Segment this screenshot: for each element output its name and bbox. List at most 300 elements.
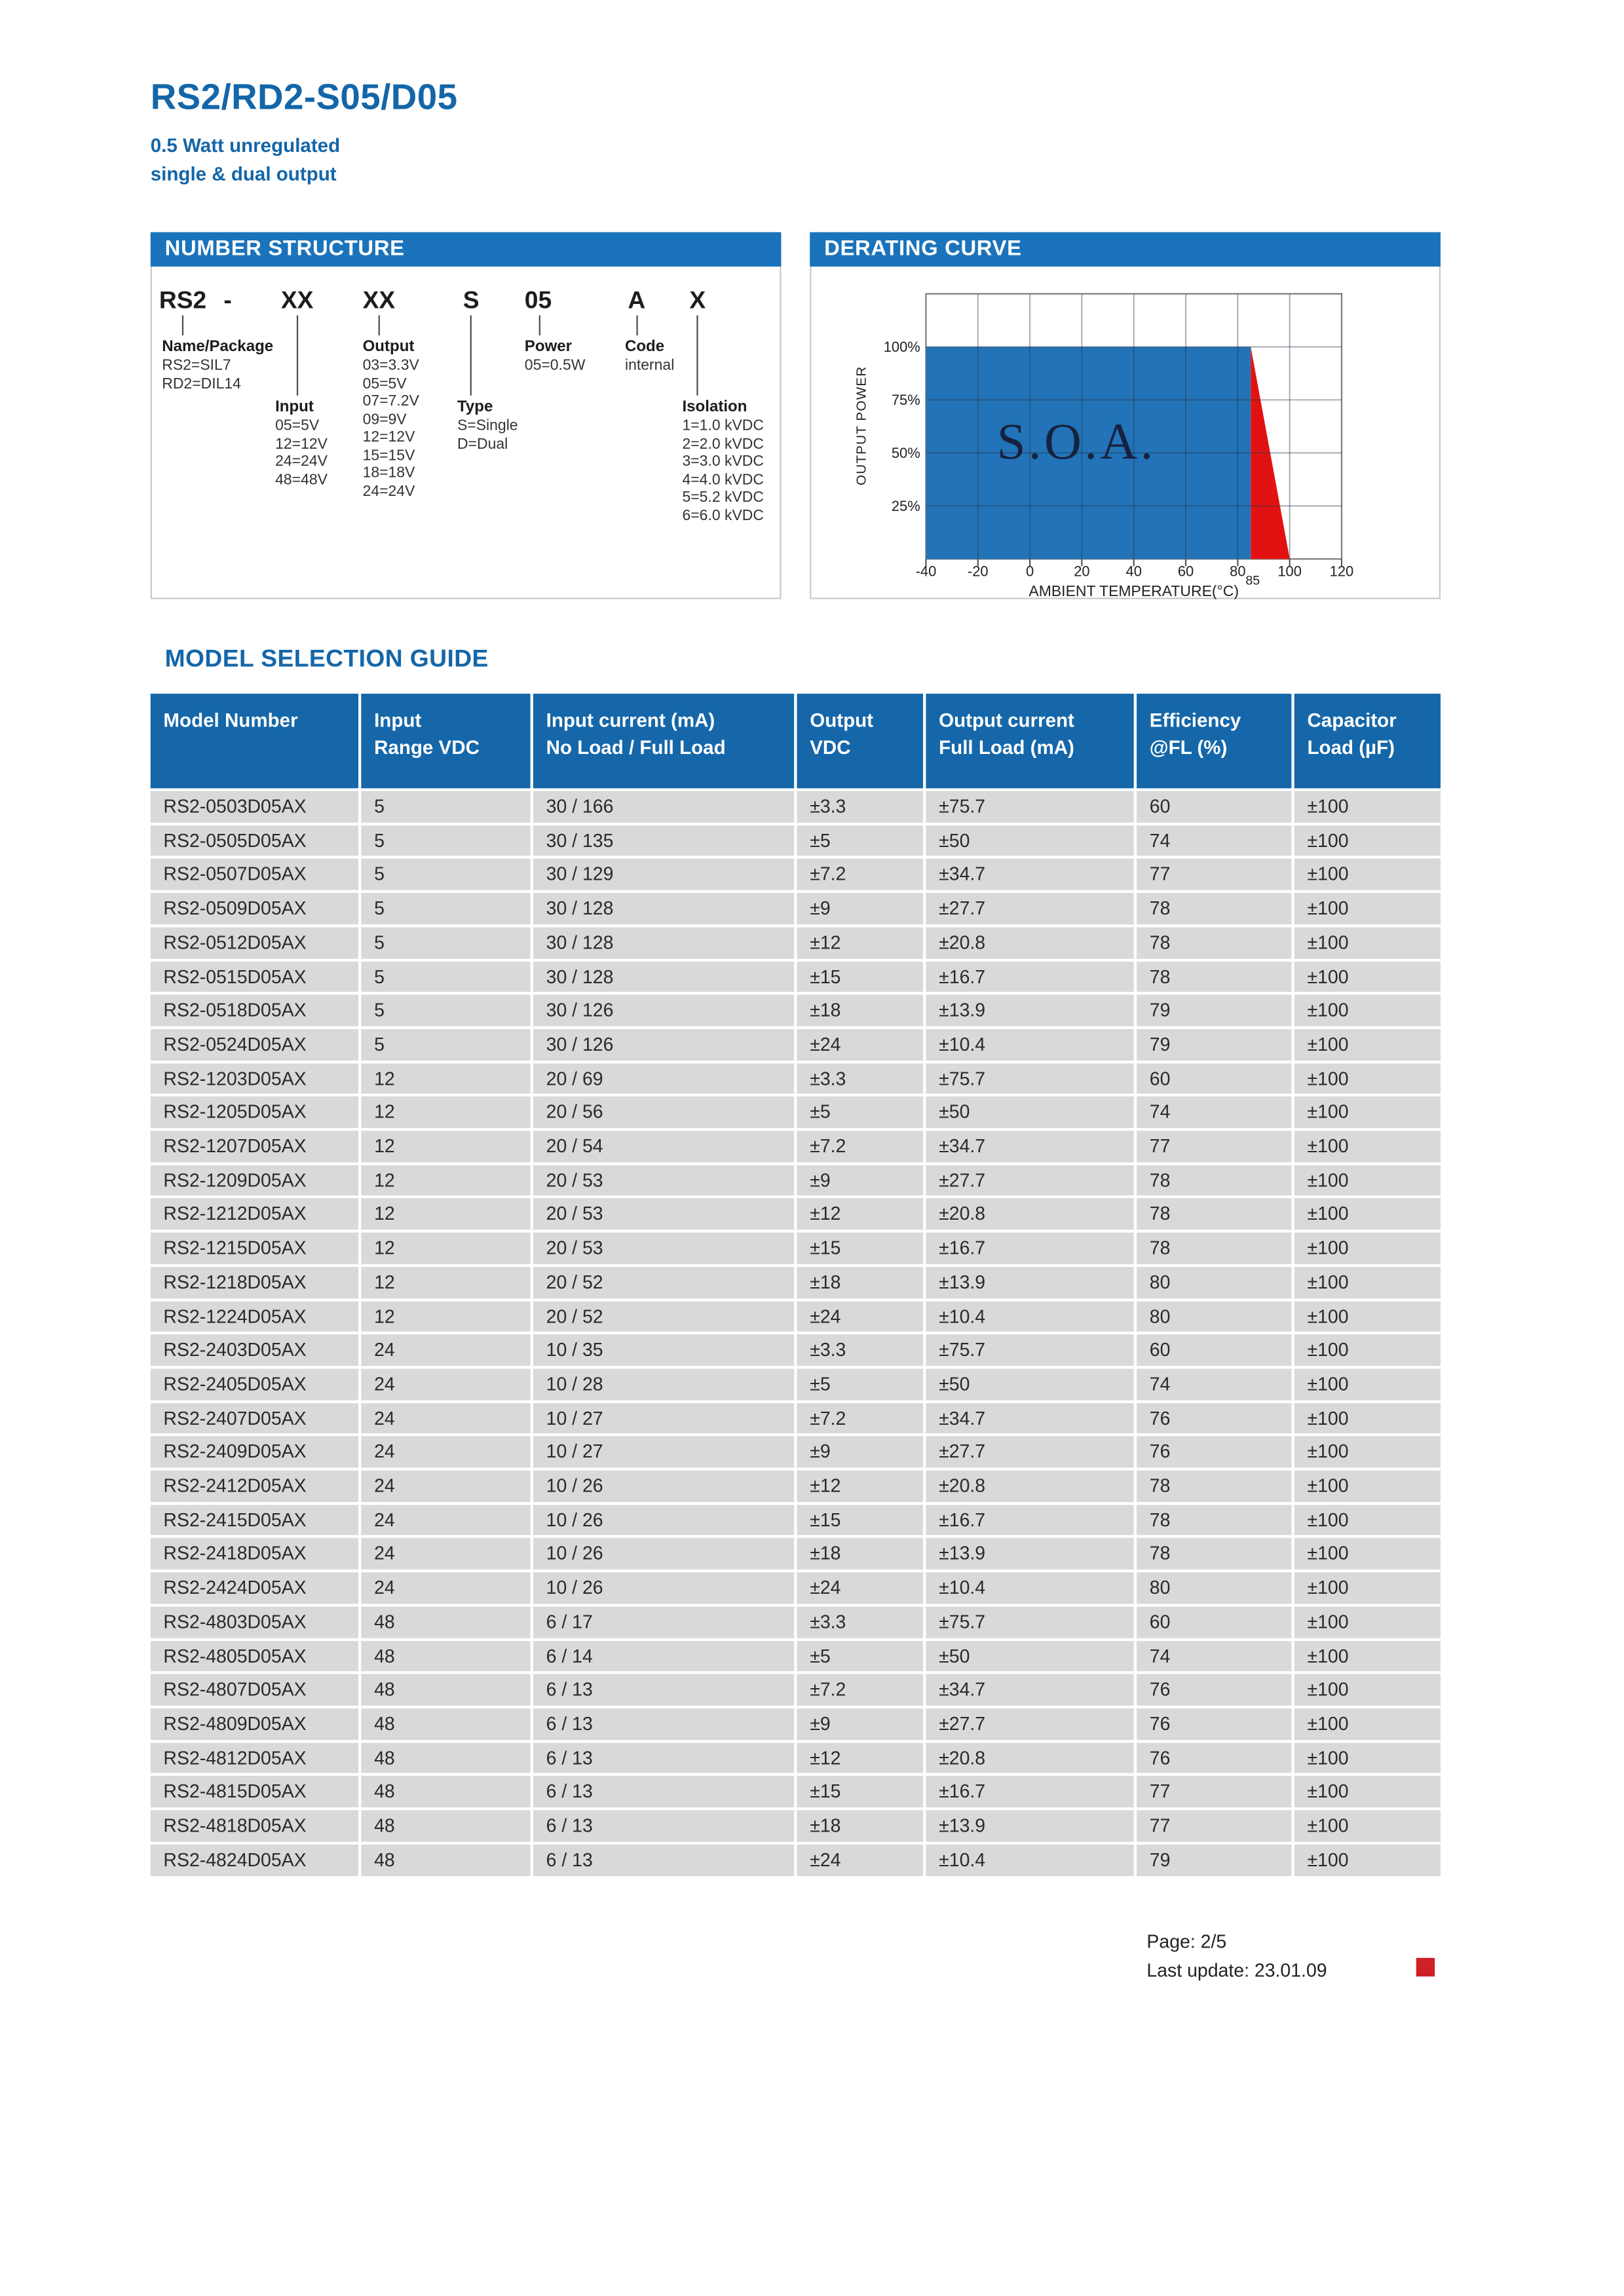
cell-input-current: 6 / 13 bbox=[533, 1674, 797, 1708]
cell-input-range: 48 bbox=[361, 1606, 533, 1640]
connector-line bbox=[696, 315, 698, 396]
cell-efficiency: 78 bbox=[1137, 1165, 1294, 1199]
cell-input-range: 48 bbox=[361, 1640, 533, 1674]
cell-output-vdc: ±15 bbox=[797, 1233, 926, 1267]
cell-efficiency: 79 bbox=[1137, 995, 1294, 1029]
cell-efficiency: 78 bbox=[1137, 927, 1294, 961]
cell-capacitor-load: ±100 bbox=[1294, 1505, 1441, 1539]
cell-output-current: ±34.7 bbox=[926, 1674, 1137, 1708]
cell-input-current: 20 / 56 bbox=[533, 1097, 797, 1131]
page-subtitle bbox=[151, 132, 340, 190]
cell-efficiency: 77 bbox=[1137, 1131, 1294, 1165]
connector-line bbox=[297, 315, 298, 396]
column-header-line-2: Range VDC bbox=[374, 736, 480, 759]
x-tick-85: 85 bbox=[1245, 573, 1260, 588]
cell-output-vdc: ±9 bbox=[797, 1437, 926, 1471]
y-tick-25: 25% bbox=[891, 498, 920, 515]
cell-input-current: 20 / 53 bbox=[533, 1199, 797, 1233]
cell-output-current: ±20.8 bbox=[926, 1471, 1137, 1505]
cell-input-current: 30 / 129 bbox=[533, 859, 797, 894]
ns-group-label: Code bbox=[624, 338, 665, 356]
cell-input-current: 10 / 27 bbox=[533, 1402, 797, 1437]
ns-group-line: D=Dual bbox=[457, 435, 508, 453]
cell-input-current: 20 / 52 bbox=[533, 1267, 797, 1301]
column-header-line-1: Output current bbox=[939, 709, 1074, 731]
cell-efficiency: 78 bbox=[1137, 1539, 1294, 1573]
subtitle-line-2: single & dual output bbox=[150, 163, 337, 185]
cell-output-current: ±34.7 bbox=[926, 1131, 1137, 1165]
cell-input-range: 48 bbox=[361, 1777, 533, 1811]
cell-output-current: ±27.7 bbox=[926, 1437, 1137, 1471]
ns-group-line: 18=18V bbox=[362, 464, 415, 482]
ns-group-line: RD2=DIL14 bbox=[162, 375, 241, 392]
ns-group-line: 4=4.0 kVDC bbox=[682, 470, 764, 489]
cell-input-range: 5 bbox=[361, 1029, 533, 1063]
cell-capacitor-load: ±100 bbox=[1294, 1845, 1441, 1879]
ns-group-line: RS2=SIL7 bbox=[162, 356, 231, 375]
cell-input-current: 10 / 27 bbox=[533, 1437, 797, 1471]
cell-efficiency: 80 bbox=[1137, 1301, 1294, 1335]
cell-input-range: 12 bbox=[361, 1097, 533, 1131]
cell-output-current: ±16.7 bbox=[926, 1777, 1137, 1811]
cell-capacitor-load: ±100 bbox=[1294, 1029, 1441, 1063]
cell-model-number: RS2-0515D05AX bbox=[151, 961, 362, 995]
table-row bbox=[151, 1708, 1441, 1742]
ns-group-line: 07=7.2V bbox=[362, 392, 419, 410]
cell-model-number: RS2-4812D05AX bbox=[151, 1742, 362, 1777]
cell-input-current: 20 / 53 bbox=[533, 1165, 797, 1199]
cell-output-current: ±34.7 bbox=[926, 859, 1137, 894]
ns-group-line: 3=3.0 kVDC bbox=[682, 453, 764, 470]
cell-input-current: 30 / 126 bbox=[533, 995, 797, 1029]
cell-output-current: ±27.7 bbox=[926, 1165, 1137, 1199]
cell-model-number: RS2-4805D05AX bbox=[151, 1640, 362, 1674]
cell-capacitor-load: ±100 bbox=[1294, 1131, 1441, 1165]
table-row bbox=[151, 791, 1441, 825]
ns-group-type bbox=[457, 398, 518, 453]
table-row bbox=[151, 1606, 1441, 1640]
cell-output-current: ±50 bbox=[926, 825, 1137, 859]
column-header bbox=[1137, 694, 1294, 791]
cell-model-number: RS2-2403D05AX bbox=[151, 1335, 362, 1369]
connector-line bbox=[470, 315, 472, 396]
ns-group-line: 2=2.0 kVDC bbox=[682, 435, 764, 453]
cell-output-current: ±13.9 bbox=[926, 1267, 1137, 1301]
column-header-line-1: Output bbox=[810, 709, 874, 731]
table-row bbox=[151, 1199, 1441, 1233]
cell-capacitor-load: ±100 bbox=[1294, 1267, 1441, 1301]
ns-group-line: 6=6.0 kVDC bbox=[682, 506, 764, 524]
cell-model-number: RS2-0509D05AX bbox=[151, 893, 362, 927]
ns-group-name-package bbox=[162, 338, 273, 392]
cell-efficiency: 76 bbox=[1137, 1674, 1294, 1708]
cell-capacitor-load: ±100 bbox=[1294, 995, 1441, 1029]
ns-group-line: 15=15V bbox=[362, 446, 415, 464]
number-structure-section bbox=[151, 232, 782, 599]
x-axis-title: AMBIENT TEMPERATURE(°C) bbox=[1029, 582, 1239, 599]
cell-model-number: RS2-0505D05AX bbox=[151, 825, 362, 859]
ns-group-line: 05=0.5W bbox=[524, 356, 586, 375]
cell-output-vdc: ±18 bbox=[797, 1811, 926, 1845]
ns-group-line: 24=24V bbox=[362, 482, 415, 500]
code-part-output: XX bbox=[362, 286, 396, 314]
cell-input-current: 30 / 166 bbox=[533, 791, 797, 825]
cell-output-current: ±20.8 bbox=[926, 1742, 1137, 1777]
cell-efficiency: 78 bbox=[1137, 1471, 1294, 1505]
cell-input-range: 24 bbox=[361, 1573, 533, 1607]
cell-output-vdc: ±15 bbox=[797, 1777, 926, 1811]
cell-output-current: ±75.7 bbox=[926, 1606, 1137, 1640]
cell-output-vdc: ±9 bbox=[797, 1165, 926, 1199]
cell-input-current: 6 / 17 bbox=[533, 1606, 797, 1640]
cell-input-range: 24 bbox=[361, 1539, 533, 1573]
cell-output-current: ±16.7 bbox=[926, 1233, 1137, 1267]
footer-last-update: Last update: 23.01.09 bbox=[1146, 1959, 1327, 1982]
cell-capacitor-load: ±100 bbox=[1294, 1437, 1441, 1471]
cell-model-number: RS2-2415D05AX bbox=[151, 1505, 362, 1539]
ns-group-line: 05=5V bbox=[362, 375, 407, 392]
cell-input-range: 48 bbox=[361, 1742, 533, 1777]
cell-capacitor-load: ±100 bbox=[1294, 1742, 1441, 1777]
column-header-line-1: Model Number bbox=[163, 709, 298, 731]
cell-capacitor-load: ±100 bbox=[1294, 1165, 1441, 1199]
cell-model-number: RS2-1212D05AX bbox=[151, 1199, 362, 1233]
cell-output-current: ±10.4 bbox=[926, 1029, 1137, 1063]
ns-group-label: Name/Package bbox=[162, 338, 274, 356]
y-tick-100: 100% bbox=[883, 339, 920, 356]
column-header-line-2: VDC bbox=[810, 736, 851, 759]
table-row bbox=[151, 1131, 1441, 1165]
cell-input-range: 5 bbox=[361, 927, 533, 961]
x-tick-80: 80 bbox=[1230, 563, 1246, 580]
cell-output-vdc: ±12 bbox=[797, 927, 926, 961]
x-tick-60: 60 bbox=[1177, 563, 1194, 580]
cell-capacitor-load: ±100 bbox=[1294, 1335, 1441, 1369]
cell-output-vdc: ±3.3 bbox=[797, 1063, 926, 1097]
ns-group-line: 12=12V bbox=[362, 428, 415, 446]
cell-input-range: 24 bbox=[361, 1437, 533, 1471]
cell-output-vdc: ±15 bbox=[797, 1505, 926, 1539]
table-row bbox=[151, 1742, 1441, 1777]
cell-output-current: ±13.9 bbox=[926, 995, 1137, 1029]
ns-group-line: 05=5V bbox=[275, 417, 320, 434]
cell-output-vdc: ±7.2 bbox=[797, 1402, 926, 1437]
cell-capacitor-load: ±100 bbox=[1294, 791, 1441, 825]
ns-group-input bbox=[275, 398, 328, 489]
cell-model-number: RS2-2418D05AX bbox=[151, 1539, 362, 1573]
cell-input-range: 5 bbox=[361, 995, 533, 1029]
cell-output-current: ±16.7 bbox=[926, 961, 1137, 995]
cell-output-vdc: ±7.2 bbox=[797, 859, 926, 894]
cell-efficiency: 78 bbox=[1137, 1233, 1294, 1267]
table-row bbox=[151, 1437, 1441, 1471]
connector-line bbox=[636, 315, 637, 335]
cell-output-current: ±27.7 bbox=[926, 1708, 1137, 1742]
cell-efficiency: 77 bbox=[1137, 1811, 1294, 1845]
cell-model-number: RS2-0507D05AX bbox=[151, 859, 362, 894]
cell-efficiency: 78 bbox=[1137, 1505, 1294, 1539]
column-header-line-2: Full Load (mA) bbox=[939, 736, 1074, 759]
cell-efficiency: 79 bbox=[1137, 1029, 1294, 1063]
cell-input-range: 12 bbox=[361, 1165, 533, 1199]
cell-efficiency: 77 bbox=[1137, 859, 1294, 894]
table-row bbox=[151, 1301, 1441, 1335]
cell-output-vdc: ±24 bbox=[797, 1573, 926, 1607]
cell-output-current: ±20.8 bbox=[926, 927, 1137, 961]
column-header bbox=[151, 694, 362, 791]
table-row bbox=[151, 1165, 1441, 1199]
cell-input-current: 10 / 35 bbox=[533, 1335, 797, 1369]
table-row bbox=[151, 1777, 1441, 1811]
cell-capacitor-load: ±100 bbox=[1294, 927, 1441, 961]
cell-capacitor-load: ±100 bbox=[1294, 1471, 1441, 1505]
cell-capacitor-load: ±100 bbox=[1294, 1301, 1441, 1335]
cell-input-range: 48 bbox=[361, 1811, 533, 1845]
table-row bbox=[151, 927, 1441, 961]
cell-output-vdc: ±12 bbox=[797, 1199, 926, 1233]
cell-input-current: 6 / 13 bbox=[533, 1777, 797, 1811]
column-header bbox=[361, 694, 533, 791]
cell-model-number: RS2-2407D05AX bbox=[151, 1402, 362, 1437]
cell-efficiency: 78 bbox=[1137, 893, 1294, 927]
table-row bbox=[151, 1368, 1441, 1402]
ns-group-label: Isolation bbox=[682, 398, 747, 416]
cell-capacitor-load: ±100 bbox=[1294, 1097, 1441, 1131]
cell-capacitor-load: ±100 bbox=[1294, 1233, 1441, 1267]
cell-input-current: 20 / 69 bbox=[533, 1063, 797, 1097]
x-tick-0: 0 bbox=[1025, 563, 1034, 580]
cell-output-vdc: ±18 bbox=[797, 1267, 926, 1301]
cell-output-vdc: ±7.2 bbox=[797, 1131, 926, 1165]
code-part-dash: - bbox=[223, 286, 232, 314]
cell-efficiency: 79 bbox=[1137, 1845, 1294, 1879]
cell-model-number: RS2-4809D05AX bbox=[151, 1708, 362, 1742]
cell-output-vdc: ±5 bbox=[797, 1097, 926, 1131]
column-header bbox=[926, 694, 1137, 791]
table-row bbox=[151, 1335, 1441, 1369]
cell-input-range: 5 bbox=[361, 791, 533, 825]
page-footer bbox=[1146, 1928, 1327, 1985]
cell-model-number: RS2-4824D05AX bbox=[151, 1845, 362, 1879]
cell-input-range: 12 bbox=[361, 1131, 533, 1165]
y-tick-50: 50% bbox=[891, 445, 920, 462]
ns-group-label: Type bbox=[457, 398, 493, 416]
cell-input-current: 6 / 14 bbox=[533, 1640, 797, 1674]
x-tick-120: 120 bbox=[1329, 563, 1354, 580]
cell-input-current: 30 / 128 bbox=[533, 927, 797, 961]
cell-output-current: ±10.4 bbox=[926, 1845, 1137, 1879]
table-row bbox=[151, 1505, 1441, 1539]
table-row bbox=[151, 1539, 1441, 1573]
cell-capacitor-load: ±100 bbox=[1294, 1674, 1441, 1708]
cell-efficiency: 78 bbox=[1137, 1199, 1294, 1233]
connector-line bbox=[539, 315, 540, 335]
table-row bbox=[151, 1029, 1441, 1063]
cell-output-current: ±34.7 bbox=[926, 1402, 1137, 1437]
cell-capacitor-load: ±100 bbox=[1294, 1606, 1441, 1640]
column-header-line-2: No Load / Full Load bbox=[546, 736, 726, 759]
table-body bbox=[151, 791, 1441, 1879]
cell-efficiency: 74 bbox=[1137, 1640, 1294, 1674]
cell-output-vdc: ±7.2 bbox=[797, 1674, 926, 1708]
ns-group-line: 5=5.2 kVDC bbox=[682, 489, 764, 506]
table-row bbox=[151, 1674, 1441, 1708]
cell-input-range: 12 bbox=[361, 1301, 533, 1335]
ns-group-line: 1=1.0 kVDC bbox=[682, 417, 764, 434]
cell-output-current: ±50 bbox=[926, 1640, 1137, 1674]
x-tick-100: 100 bbox=[1277, 563, 1302, 580]
cell-capacitor-load: ±100 bbox=[1294, 859, 1441, 894]
cell-model-number: RS2-1203D05AX bbox=[151, 1063, 362, 1097]
ns-group-line: 24=24V bbox=[275, 453, 328, 470]
ns-group-power bbox=[525, 338, 586, 375]
cell-capacitor-load: ±100 bbox=[1294, 825, 1441, 859]
number-structure-body bbox=[151, 267, 782, 599]
cell-input-range: 5 bbox=[361, 859, 533, 894]
cell-model-number: RS2-2412D05AX bbox=[151, 1471, 362, 1505]
cell-input-range: 24 bbox=[361, 1505, 533, 1539]
cell-output-vdc: ±18 bbox=[797, 995, 926, 1029]
column-header-line-1: Capacitor bbox=[1307, 709, 1397, 731]
table-row bbox=[151, 995, 1441, 1029]
column-header-line-1: Efficiency bbox=[1149, 709, 1241, 731]
connector-line bbox=[379, 315, 380, 335]
cell-capacitor-load: ±100 bbox=[1294, 893, 1441, 927]
x-tick-20: 20 bbox=[1074, 563, 1090, 580]
ns-group-label: Input bbox=[275, 398, 314, 416]
code-part-code: A bbox=[628, 286, 646, 314]
cell-model-number: RS2-1209D05AX bbox=[151, 1165, 362, 1199]
y-tick-labels bbox=[884, 339, 920, 514]
cell-efficiency: 80 bbox=[1137, 1267, 1294, 1301]
cell-input-range: 24 bbox=[361, 1402, 533, 1437]
cell-output-vdc: ±24 bbox=[797, 1301, 926, 1335]
cell-input-current: 20 / 52 bbox=[533, 1301, 797, 1335]
cell-capacitor-load: ±100 bbox=[1294, 1402, 1441, 1437]
cell-output-vdc: ±15 bbox=[797, 961, 926, 995]
model-selection-table bbox=[151, 694, 1441, 1878]
cell-output-vdc: ±12 bbox=[797, 1742, 926, 1777]
cell-capacitor-load: ±100 bbox=[1294, 1573, 1441, 1607]
y-axis-title: OUTPUT POWER bbox=[854, 366, 869, 486]
cell-efficiency: 74 bbox=[1137, 1097, 1294, 1131]
page-title: RS2/RD2-S05/D05 bbox=[150, 77, 458, 118]
x-tick-40: 40 bbox=[1125, 563, 1142, 580]
column-header bbox=[797, 694, 926, 791]
cell-input-current: 20 / 53 bbox=[533, 1233, 797, 1267]
cell-input-current: 30 / 128 bbox=[533, 893, 797, 927]
ns-group-line: 09=9V bbox=[362, 410, 407, 428]
column-header-line-2: @FL (%) bbox=[1149, 736, 1228, 759]
cell-input-range: 48 bbox=[361, 1708, 533, 1742]
cell-output-vdc: ±24 bbox=[797, 1845, 926, 1879]
cell-output-current: ±10.4 bbox=[926, 1573, 1137, 1607]
table-row bbox=[151, 1845, 1441, 1879]
subtitle-line-1: 0.5 Watt unregulated bbox=[150, 134, 341, 157]
cell-model-number: RS2-4807D05AX bbox=[151, 1674, 362, 1708]
cell-input-range: 12 bbox=[361, 1199, 533, 1233]
cell-efficiency: 77 bbox=[1137, 1777, 1294, 1811]
cell-output-vdc: ±5 bbox=[797, 1368, 926, 1402]
table-row bbox=[151, 961, 1441, 995]
cell-input-range: 48 bbox=[361, 1845, 533, 1879]
cell-input-current: 6 / 13 bbox=[533, 1742, 797, 1777]
ns-group-label: Output bbox=[362, 338, 415, 356]
table-row bbox=[151, 1097, 1441, 1131]
table-row bbox=[151, 1063, 1441, 1097]
column-header bbox=[533, 694, 797, 791]
ns-group-code bbox=[625, 338, 674, 375]
cell-capacitor-load: ±100 bbox=[1294, 1640, 1441, 1674]
cell-model-number: RS2-1205D05AX bbox=[151, 1097, 362, 1131]
ns-group-isolation bbox=[682, 398, 764, 525]
code-part-isolation: X bbox=[689, 286, 706, 314]
soa-label: S.O.A. bbox=[996, 413, 1156, 471]
cell-output-current: ±20.8 bbox=[926, 1199, 1137, 1233]
derating-curve-section bbox=[810, 232, 1441, 599]
cell-input-range: 24 bbox=[361, 1335, 533, 1369]
code-part-input: XX bbox=[280, 286, 314, 314]
model-selection-heading: MODEL SELECTION GUIDE bbox=[164, 645, 489, 673]
cell-input-range: 12 bbox=[361, 1233, 533, 1267]
cell-input-range: 5 bbox=[361, 961, 533, 995]
cell-input-range: 24 bbox=[361, 1368, 533, 1402]
cell-model-number: RS2-4803D05AX bbox=[151, 1606, 362, 1640]
cell-model-number: RS2-0512D05AX bbox=[151, 927, 362, 961]
cell-capacitor-load: ±100 bbox=[1294, 1811, 1441, 1845]
cell-efficiency: 74 bbox=[1137, 1368, 1294, 1402]
code-part-power: 05 bbox=[524, 286, 552, 314]
ns-group-line: 12=12V bbox=[275, 435, 328, 453]
cell-efficiency: 60 bbox=[1137, 791, 1294, 825]
cell-input-range: 12 bbox=[361, 1267, 533, 1301]
cell-model-number: RS2-2424D05AX bbox=[151, 1573, 362, 1607]
cell-input-range: 48 bbox=[361, 1674, 533, 1708]
cell-efficiency: 78 bbox=[1137, 961, 1294, 995]
column-header bbox=[1294, 694, 1441, 791]
ns-group-line: 48=48V bbox=[275, 470, 328, 489]
number-structure-heading: NUMBER STRUCTURE bbox=[151, 232, 782, 267]
cell-model-number: RS2-0524D05AX bbox=[151, 1029, 362, 1063]
cell-input-current: 10 / 26 bbox=[533, 1505, 797, 1539]
cell-input-range: 5 bbox=[361, 893, 533, 927]
table-row bbox=[151, 1471, 1441, 1505]
cell-output-vdc: ±3.3 bbox=[797, 1335, 926, 1369]
cell-model-number: RS2-2409D05AX bbox=[151, 1437, 362, 1471]
derating-curve-heading: DERATING CURVE bbox=[810, 232, 1441, 267]
y-tick-75: 75% bbox=[891, 392, 920, 409]
table-row bbox=[151, 1402, 1441, 1437]
cell-efficiency: 76 bbox=[1137, 1708, 1294, 1742]
cell-efficiency: 76 bbox=[1137, 1402, 1294, 1437]
cell-output-current: ±75.7 bbox=[926, 791, 1137, 825]
cell-input-current: 30 / 135 bbox=[533, 825, 797, 859]
column-header-line-1: Input current (mA) bbox=[546, 709, 715, 731]
cell-output-current: ±27.7 bbox=[926, 893, 1137, 927]
cell-input-current: 30 / 126 bbox=[533, 1029, 797, 1063]
table-row bbox=[151, 825, 1441, 859]
cell-model-number: RS2-0518D05AX bbox=[151, 995, 362, 1029]
cell-model-number: RS2-0503D05AX bbox=[151, 791, 362, 825]
cell-output-current: ±16.7 bbox=[926, 1505, 1137, 1539]
cell-input-range: 12 bbox=[361, 1063, 533, 1097]
cell-output-vdc: ±5 bbox=[797, 1640, 926, 1674]
cell-efficiency: 60 bbox=[1137, 1335, 1294, 1369]
cell-input-current: 10 / 28 bbox=[533, 1368, 797, 1402]
cell-model-number: RS2-4815D05AX bbox=[151, 1777, 362, 1811]
column-header-line-2: Load (µF) bbox=[1307, 736, 1395, 759]
cell-capacitor-load: ±100 bbox=[1294, 1063, 1441, 1097]
